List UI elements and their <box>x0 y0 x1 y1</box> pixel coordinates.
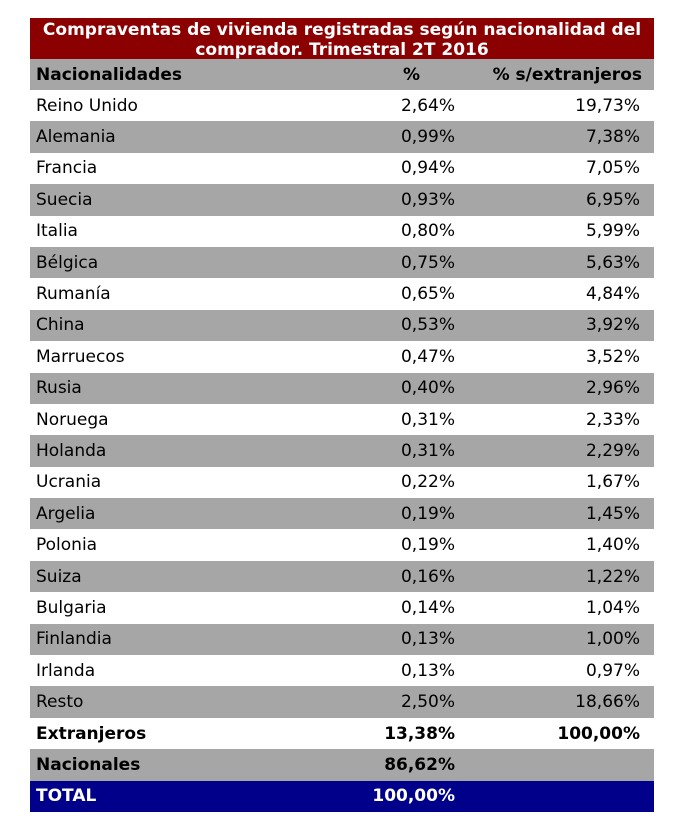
cell-percent-extranjeros: 1,04% <box>585 597 640 618</box>
cell-nacionalidad: Bélgica <box>36 252 99 273</box>
cell-percent-extranjeros: 5,63% <box>585 252 640 273</box>
cell-percent-extranjeros: 0,97% <box>585 660 640 681</box>
table-title <box>30 18 654 59</box>
table-row <box>30 278 654 309</box>
table-row <box>30 686 654 717</box>
cell-nacionalidad: Ucrania <box>36 472 102 493</box>
cell-percent: 0,14% <box>400 597 455 618</box>
cell-percent: 0,40% <box>400 378 455 399</box>
cell-nacionalidad: Bulgaria <box>36 597 107 618</box>
table-row <box>30 121 654 152</box>
table-row <box>30 592 654 623</box>
cell-nacionalidad: Nacionales <box>36 754 141 775</box>
cell-percent: 0,19% <box>400 535 455 556</box>
cell-percent-extranjeros: 4,84% <box>585 284 640 305</box>
table-row <box>30 624 654 655</box>
cell-percent-extranjeros: 2,29% <box>585 440 640 461</box>
cell-nacionalidad: Extranjeros <box>36 723 147 744</box>
cell-percent: 0,31% <box>400 440 455 461</box>
table-row <box>30 216 654 247</box>
cell-percent-extranjeros: 3,52% <box>585 346 640 367</box>
cell-percent: 0,75% <box>400 252 455 273</box>
cell-percent: 0,65% <box>400 284 455 305</box>
cell-nacionalidad: Argelia <box>36 503 96 524</box>
cell-nacionalidad: Francia <box>36 158 98 179</box>
table-row <box>30 498 654 529</box>
cell-percent: 100,00% <box>372 786 455 807</box>
table-row <box>30 529 654 560</box>
cell-percent: 0,13% <box>400 629 455 650</box>
cell-percent: 2,50% <box>400 692 455 713</box>
cell-percent: 0,31% <box>400 409 455 430</box>
cell-percent-extranjeros: 19,73% <box>575 95 640 116</box>
summary-row-nacionales <box>30 749 654 780</box>
cell-percent-extranjeros: 1,00% <box>585 629 640 650</box>
cell-percent-extranjeros: 2,33% <box>585 409 640 430</box>
cell-percent-extranjeros: 5,99% <box>585 221 640 242</box>
summary-row-extranjeros <box>30 718 654 749</box>
cell-nacionalidad: Suiza <box>36 566 82 587</box>
cell-nacionalidad: Reino Unido <box>36 95 138 116</box>
table-row <box>30 655 654 686</box>
cell-nacionalidad: Irlanda <box>36 660 96 681</box>
table-row <box>30 467 654 498</box>
table-row <box>30 153 654 184</box>
cell-percent: 0,22% <box>400 472 455 493</box>
table-row <box>30 310 654 341</box>
table-row <box>30 247 654 278</box>
cell-percent-extranjeros: 1,67% <box>585 472 640 493</box>
cell-percent: 0,93% <box>400 189 455 210</box>
cell-nacionalidad: Noruega <box>36 409 109 430</box>
cell-nacionalidad: Rusia <box>36 378 82 399</box>
table-row <box>30 90 654 121</box>
cell-percent: 0,13% <box>400 660 455 681</box>
cell-percent-extranjeros: 3,92% <box>585 315 640 336</box>
cell-nacionalidad: Finlandia <box>36 629 112 650</box>
cell-percent: 0,99% <box>400 127 455 148</box>
table-row <box>30 561 654 592</box>
header-nacionalidades: Nacionalidades <box>36 64 182 85</box>
cell-percent: 0,80% <box>400 221 455 242</box>
cell-nacionalidad: Alemania <box>36 127 116 148</box>
cell-nacionalidad: China <box>36 315 85 336</box>
cell-percent: 86,62% <box>384 754 455 775</box>
cell-percent-extranjeros: 7,05% <box>585 158 640 179</box>
cell-nacionalidad: TOTAL <box>36 786 97 807</box>
cell-percent-extranjeros: 6,95% <box>585 189 640 210</box>
cell-percent: 0,16% <box>400 566 455 587</box>
cell-percent: 0,53% <box>400 315 455 336</box>
header-percent: % <box>402 64 420 85</box>
cell-percent-extranjeros: 100,00% <box>557 723 640 744</box>
summary-row-total <box>30 781 654 812</box>
cell-percent: 0,47% <box>400 346 455 367</box>
cell-percent-extranjeros: 1,40% <box>585 535 640 556</box>
cell-nacionalidad: Suecia <box>36 189 93 210</box>
table-row <box>30 404 654 435</box>
cell-percent: 13,38% <box>384 723 455 744</box>
cell-nacionalidad: Holanda <box>36 440 107 461</box>
cell-percent-extranjeros: 18,66% <box>575 692 640 713</box>
table-row <box>30 341 654 372</box>
cell-percent: 0,94% <box>400 158 455 179</box>
table-title-line-1: Compraventas de vivienda registradas según nacionalidad del <box>42 20 642 40</box>
cell-percent-extranjeros: 2,96% <box>585 378 640 399</box>
table-title-line-2: comprador. Trimestral 2T 2016 <box>195 40 489 60</box>
cell-percent-extranjeros: 7,38% <box>585 127 640 148</box>
cell-nacionalidad: Rumanía <box>36 284 111 305</box>
table-header-row <box>30 59 654 90</box>
header-percent-extranjeros: % s/extranjeros <box>492 64 642 85</box>
data-table <box>30 18 654 812</box>
cell-percent: 2,64% <box>400 95 455 116</box>
table-row <box>30 435 654 466</box>
table-summary <box>30 718 654 812</box>
cell-percent-extranjeros: 1,22% <box>585 566 640 587</box>
table-row <box>30 184 654 215</box>
table-body <box>30 90 654 718</box>
cell-nacionalidad: Polonia <box>36 535 98 556</box>
cell-percent: 0,19% <box>400 503 455 524</box>
cell-nacionalidad: Italia <box>36 221 78 242</box>
cell-percent-extranjeros: 1,45% <box>585 503 640 524</box>
cell-nacionalidad: Resto <box>36 692 84 713</box>
cell-nacionalidad: Marruecos <box>36 346 125 367</box>
table-row <box>30 373 654 404</box>
